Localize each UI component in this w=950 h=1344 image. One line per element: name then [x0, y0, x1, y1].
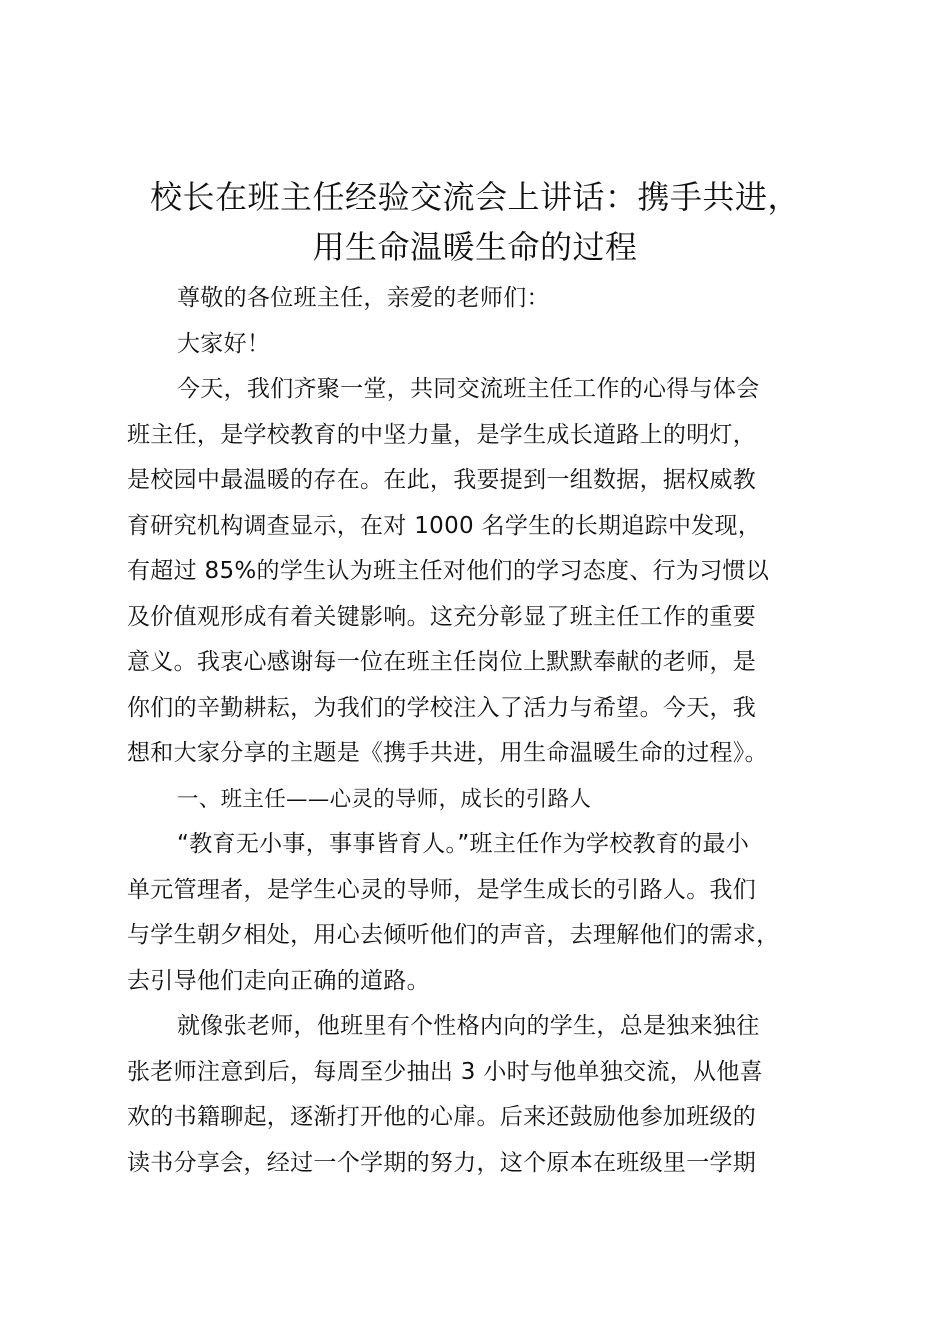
paragraph-line: 意义。我衷心感谢每一位在班主任岗位上默默奉献的老师，是 [127, 649, 757, 675]
salutation: 尊敬的各位班主任，亲爱的老师们： [177, 285, 550, 311]
paragraph-line: 读书分享会，经过一个学期的努力，这个原本在班级里一学期 [127, 1149, 757, 1176]
paragraph-line: 欢的书籍聊起，逐渐打开他的心扉。后来还鼓励他参加班级的 [127, 1104, 757, 1130]
paragraph-line: 去引导他们走向正确的道路。 [127, 967, 430, 994]
paragraph-line: 单元管理者，是学生心灵的导师，是学生成长的引路人。我们 [127, 876, 757, 903]
paragraph-line: 今天，我们齐聚一堂，共同交流班主任工作的心得与体会 [177, 376, 760, 402]
paragraph-line: 及价值观形成有着关键影响。这充分彰显了班主任工作的重要 [127, 603, 757, 630]
title-line-2: 用生命温暖生命的过程 [312, 228, 638, 266]
paragraph-line: 张老师注意到后，每周至少抽出 3 小时与他单独交流，从他喜 [127, 1058, 763, 1085]
paragraph-line: 班主任，是学校教育的中坚力量，是学生成长道路上的明灯， [127, 421, 757, 448]
title-line-1: 校长在班主任经验交流会上讲话：携手共进， [149, 178, 800, 216]
document-title [100, 172, 850, 272]
paragraph-line: “教育无小事，事事皆育人。”班主任作为学校教育的最小 [177, 831, 750, 857]
paragraph-line: 育研究机构调查显示，在对 1000 名学生的长期追踪中发现， [127, 512, 762, 539]
paragraph-line: 与学生朝夕相处，用心去倾听他们的声音，去理解他们的需求， [127, 922, 780, 948]
section-heading: 一、班主任——心灵的导师，成长的引路人 [177, 786, 592, 812]
greeting: 大家好！ [177, 330, 271, 357]
paragraph-line: 就像张老师，他班里有个性格内向的学生，总是独来独往 [177, 1013, 760, 1039]
paragraph-line: 是校园中最温暖的存在。在此，我要提到一组数据，据权威教 [127, 467, 757, 493]
paragraph-line: 有超过 85%的学生认为班主任对他们的学习态度、行为习惯以 [127, 558, 770, 584]
document-body [127, 276, 832, 1186]
paragraph-line: 想和大家分享的主题是《携手共进，用生命温暖生命的过程》。 [127, 740, 768, 766]
paragraph-line: 你们的辛勤耕耘，为我们的学校注入了活力与希望。今天，我 [127, 694, 757, 721]
